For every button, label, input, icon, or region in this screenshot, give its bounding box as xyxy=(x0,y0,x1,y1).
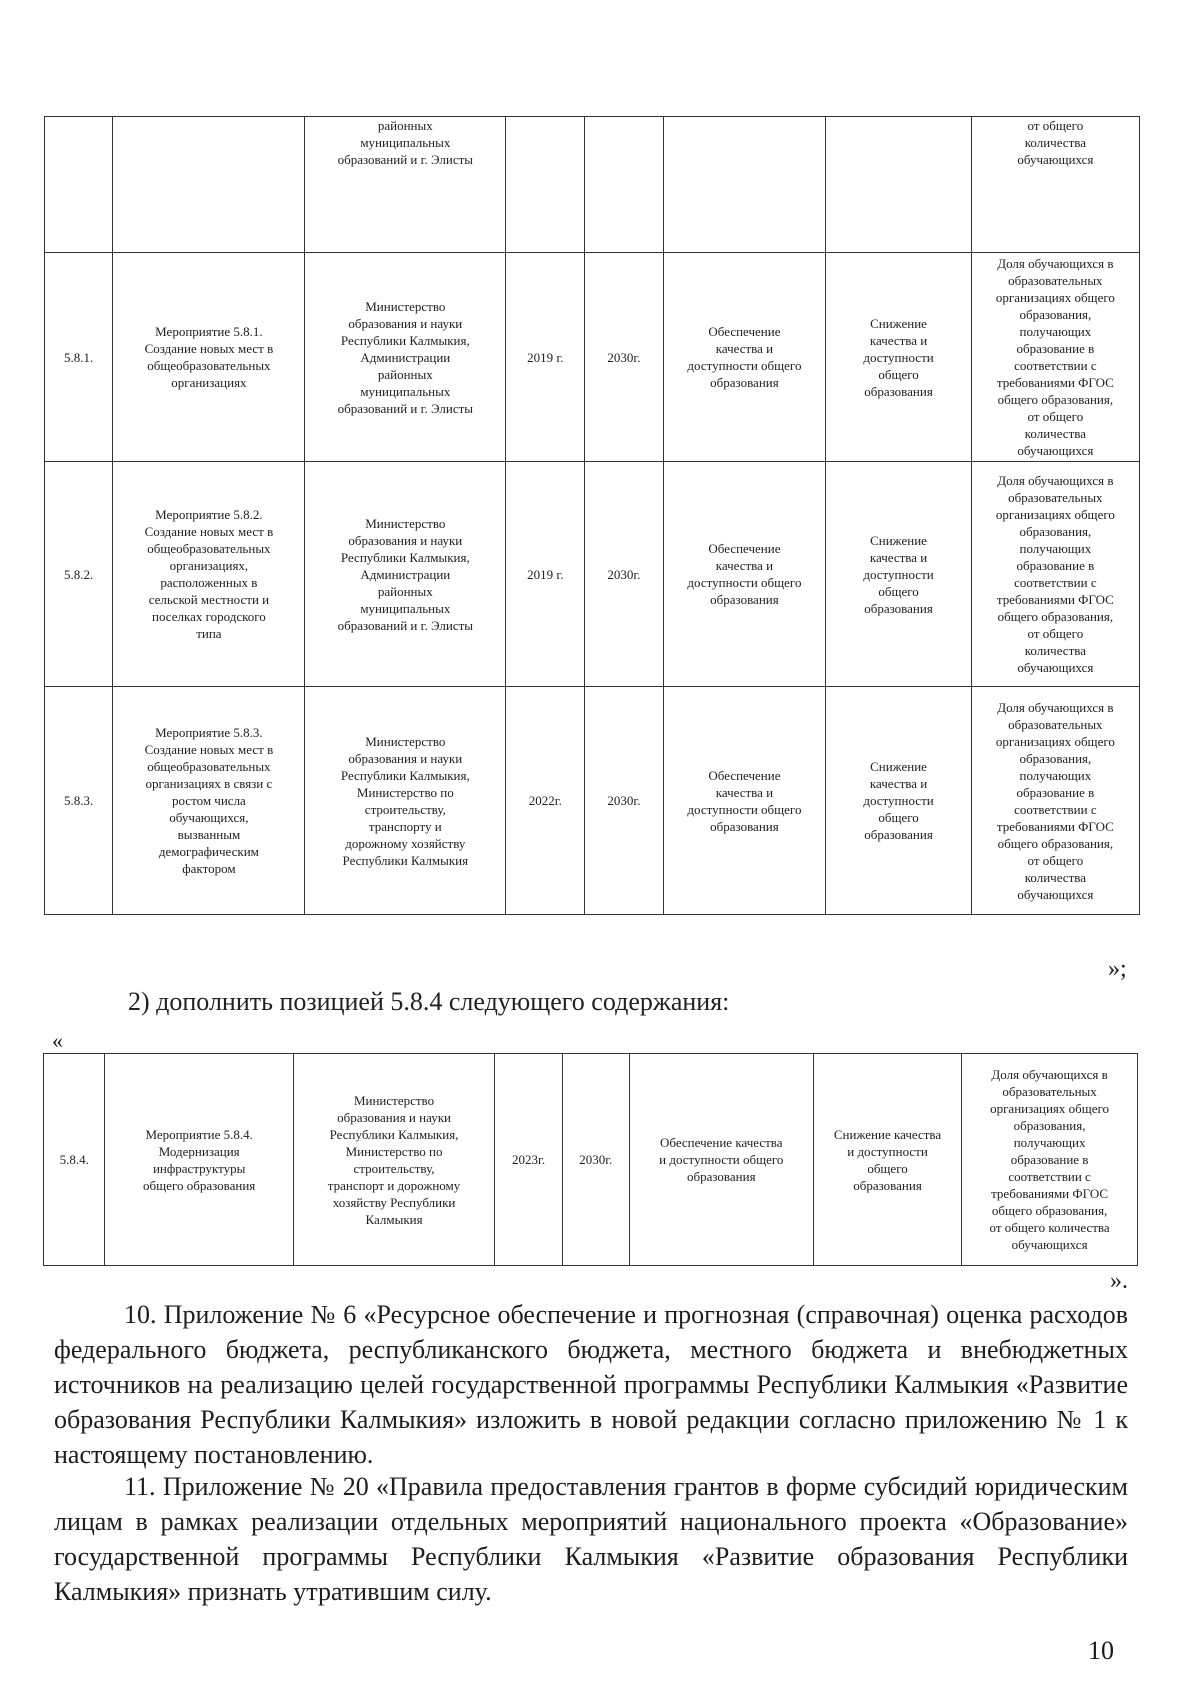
consequence-cell: Снижение качества и доступности общего образования xyxy=(826,253,971,462)
event-cell: Мероприятие 5.8.3. Создание новых мест в общеобразовательных организациях в связи с ростом числа обучающихся, вызванным демографическим фактором xyxy=(113,687,305,915)
event-cell: Мероприятие 5.8.1. Создание новых мест в общеобразовательных организациях xyxy=(113,253,305,462)
result-cell: Обеспечение качества и доступности общего образования xyxy=(629,1054,813,1266)
end-year-cell: 2030г. xyxy=(585,253,663,462)
consequence-cell: Снижение качества и доступности общего образования xyxy=(826,462,971,687)
end-year-cell: 2030г. xyxy=(585,687,663,915)
executor-cell: районных муниципальных образований и г. Элисты xyxy=(305,117,506,253)
consequence-cell: Снижение качества и доступности общего образования xyxy=(813,1054,961,1266)
row-number: 5.8.1. xyxy=(45,253,113,462)
added-position-table xyxy=(43,1053,1138,1266)
consequence-cell xyxy=(826,117,971,253)
row-number: 5.8.2. xyxy=(45,462,113,687)
executor-cell: Министерство образования и науки Республики Калмыкия, Администрации районных муниципальных образований и г. Элисты xyxy=(305,462,506,687)
consequence-cell: Снижение качества и доступности общего образования xyxy=(826,687,971,915)
result-cell: Обеспечение качества и доступности общего образования xyxy=(663,687,826,915)
start-year-cell: 2019 г. xyxy=(506,462,585,687)
table-row xyxy=(45,462,1140,687)
event-cell: Мероприятие 5.8.2. Создание новых мест в общеобразовательных организациях, расположенных в сельской местности и поселках городского типа xyxy=(113,462,305,687)
event-cell: Мероприятие 5.8.4. Модернизация инфраструктуры общего образования xyxy=(105,1054,294,1266)
opening-quote: « xyxy=(52,1028,63,1053)
start-year-cell: 2022г. xyxy=(506,687,585,915)
indicator-cell: от общего количества обучающихся xyxy=(971,117,1139,253)
indicator-cell: Доля обучающихся в образовательных организациях общего образования, получающих образование в соответствии с требованиями ФГОС общего образования, от общего количества обучающихся xyxy=(962,1054,1138,1266)
row-number xyxy=(45,117,113,253)
indicator-cell: Доля обучающихся в образовательных организациях общего образования, получающих образование в соответствии с требованиями ФГОС общего образования, от общего количества обучающихся xyxy=(971,687,1139,915)
table-row xyxy=(45,117,1140,253)
start-year-cell: 2019 г. xyxy=(506,253,585,462)
start-year-cell xyxy=(506,117,585,253)
result-cell xyxy=(663,117,826,253)
end-year-cell xyxy=(585,117,663,253)
paragraph-10: 10. Приложение № 6 «Ресурсное обеспечение и прогнозная (справочная) оценка расходов федерального бюджета, республиканского бюджета, местного бюджета и внебюджетных источников на реализацию целей государственной программы Республики Калмыкия «Развитие образования Республики Калмыкия» изложить в новой редакции согласно приложению № 1 к настоящему постановлению. xyxy=(54,1300,1128,1469)
end-year-cell: 2030г. xyxy=(562,1054,629,1266)
result-cell: Обеспечение качества и доступности общего образования xyxy=(663,253,826,462)
executor-cell: Министерство образования и науки Республики Калмыкия, Администрации районных муниципальных образований и г. Элисты xyxy=(305,253,506,462)
result-cell: Обеспечение качества и доступности общего образования xyxy=(663,462,826,687)
indicator-cell: Доля обучающихся в образовательных организациях общего образования, получающих образование в соответствии с требованиями ФГОС общего образования, от общего количества обучающихся xyxy=(971,253,1139,462)
row-number: 5.8.4. xyxy=(44,1054,105,1266)
executor-cell: Министерство образования и науки Республики Калмыкия, Министерство по строительству, транспорт и дорожному хозяйству Республики Калмыкия xyxy=(293,1054,494,1266)
section-heading: 2) дополнить позицией 5.8.4 следующего содержания: xyxy=(128,987,730,1016)
page-number: 10 xyxy=(1088,1636,1114,1665)
closing-quote: ». xyxy=(1110,1268,1128,1294)
closing-quote: »; xyxy=(1108,956,1127,982)
row-number: 5.8.3. xyxy=(45,687,113,915)
end-year-cell: 2030г. xyxy=(585,462,663,687)
table-row xyxy=(44,1054,1138,1266)
table-row xyxy=(45,253,1140,462)
event-cell xyxy=(113,117,305,253)
table-row xyxy=(45,687,1140,915)
activities-table xyxy=(44,116,1140,915)
start-year-cell: 2023г. xyxy=(495,1054,563,1266)
indicator-cell: Доля обучающихся в образовательных организациях общего образования, получающих образование в соответствии с требованиями ФГОС общего образования, от общего количества обучающихся xyxy=(971,462,1139,687)
paragraph-11: 11. Приложение № 20 «Правила предоставления грантов в форме субсидий юридическим лицам в рамках реализации отдельных мероприятий национального проекта «Образование» государственной программы Республики Калмыкия «Развитие образования Республики Калмыкия» признать утратившим силу. xyxy=(54,1472,1128,1606)
executor-cell: Министерство образования и науки Республики Калмыкия, Министерство по строительству, транспорту и дорожному хозяйству Республики Калмыкия xyxy=(305,687,506,915)
